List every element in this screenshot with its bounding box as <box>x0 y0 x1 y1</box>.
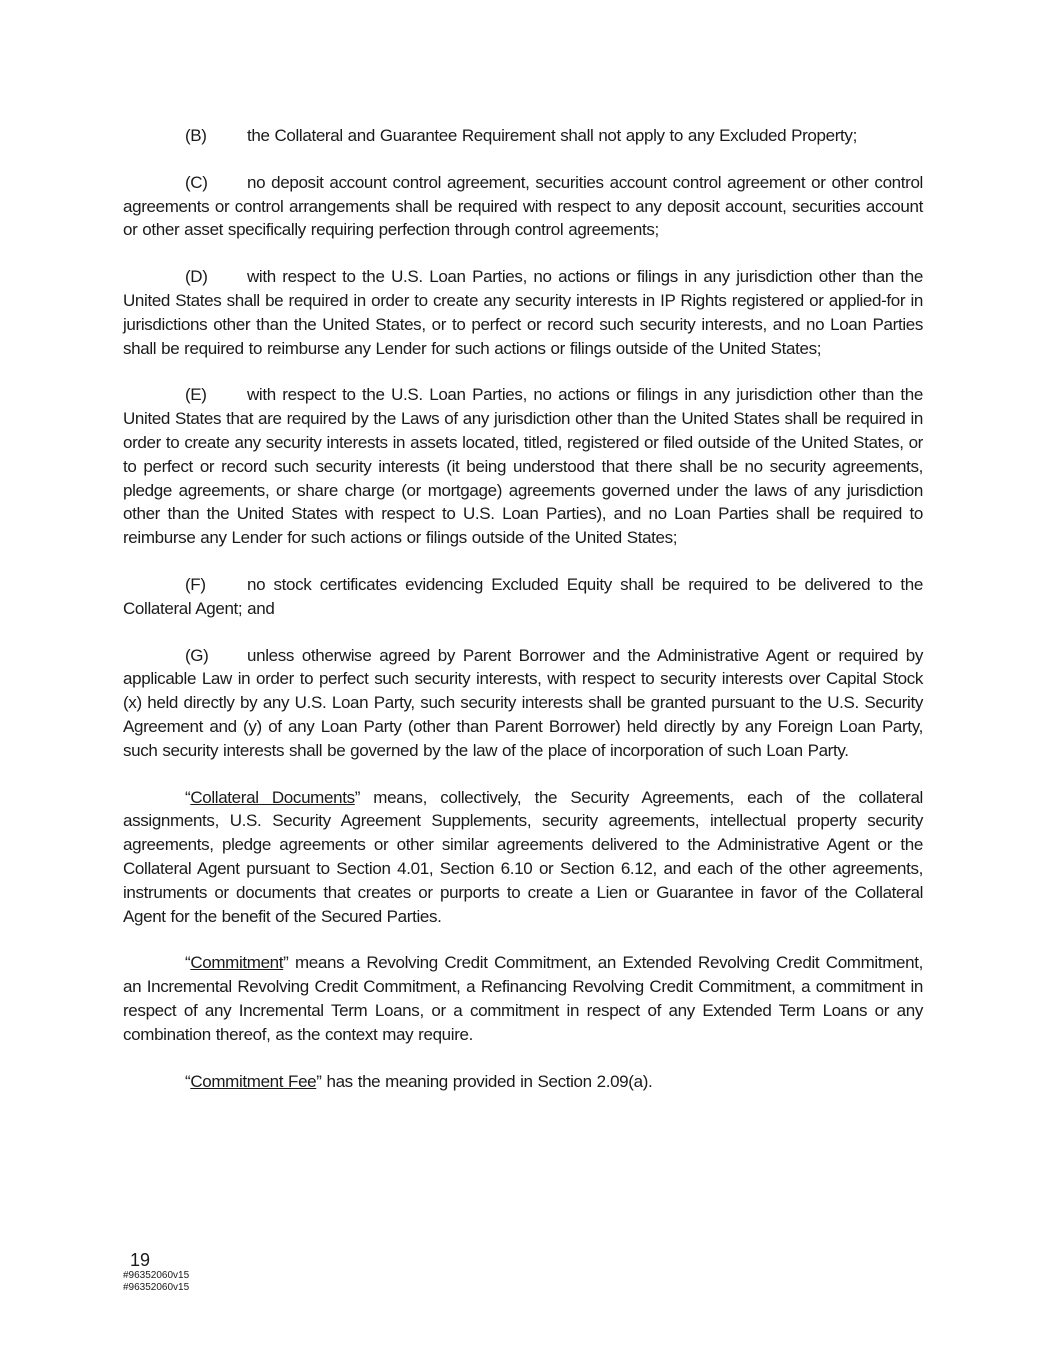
clause-label: (C) <box>185 172 208 192</box>
close-quote: ” <box>316 1071 322 1091</box>
clause-text: no stock certificates evidencing Excluded Equity shall be required to be delivered to the Collateral Agent; and <box>123 574 923 618</box>
page-number: 19 <box>130 1250 151 1270</box>
open-quote: “ <box>185 1071 191 1091</box>
close-quote: ” <box>354 787 361 807</box>
definition-commitment-fee <box>123 1070 923 1094</box>
open-quote: “ <box>185 953 191 973</box>
clause-text: with respect to the U.S. Loan Parties, no actions or filings in any jurisdiction other than the United States that are required by the Laws of any jurisdiction other than the United States shall be required in order to create any security interests in assets located, titled, registered or filed outside of the United States, or to perfect or record such security interests (it being understood that there shall be no security agreements, pledge agreements, or share charge (or mortgage) agreements governed under the laws of any jurisdiction other than the United States with respect to U.S. Loan Parties), and no Loan Parties shall be required to reimburse any Lender for such actions or filings outside of the United States; <box>123 385 923 548</box>
clause-b <box>123 124 923 148</box>
definition-text: has the meaning provided in Section 2.09(a). <box>321 1071 653 1091</box>
clause-f <box>123 573 923 621</box>
defined-term: Collateral Documents <box>190 787 355 807</box>
document-page <box>123 124 923 1116</box>
definition-collateral-documents <box>123 786 923 929</box>
defined-term: Commitment Fee <box>190 1071 317 1091</box>
clause-c <box>123 171 923 242</box>
clause-label: (F) <box>185 574 206 594</box>
clause-label: (E) <box>185 385 207 405</box>
clause-text: no deposit account control agreement, securities account control agreement or other control agreements or control arrangements shall be required with respect to any deposit account, securities account or other asset specifically requiring perfection through control agreements; <box>123 172 923 240</box>
clause-g <box>123 644 923 763</box>
open-quote: “ <box>185 787 191 807</box>
document-id: #96352060v15 <box>123 1282 190 1293</box>
clause-label: (D) <box>185 267 208 287</box>
close-quote: ” <box>283 953 289 973</box>
clause-text: the Collateral and Guarantee Requirement shall not apply to any Excluded Property; <box>247 126 857 145</box>
document-id: #96352060v15 <box>123 1270 190 1281</box>
defined-term: Commitment <box>190 953 284 973</box>
definition-text: means, collectively, the Security Agreements, each of the collateral assignments, U.S. Security Agreement Supplements, security agreements, intellectual property security agreements, pledge agreements or other similar agreements delivered to the Administrative Agent or the Collateral Agent pursuant to Section 4.01, Section 6.10 or Section 6.12, and each of the other agreements, instruments or documents that creates or purports to create a Lien or Guarantee in favor of the Collateral Agent for the benefit of the Secured Parties. <box>123 787 923 926</box>
clause-label: (B) <box>185 126 207 145</box>
clause-label: (G) <box>185 645 209 665</box>
clause-text: unless otherwise agreed by Parent Borrower and the Administrative Agent or required by applicable Law in order to perfect such security interests, with respect to security interests over Capital Stock (x) held directly by any U.S. Loan Party, such security interests shall be granted pursuant to the U.S. Security Agreement and (y) of any Loan Party (other than Parent Borrower) held directly by any Foreign Loan Party, such security interests shall be governed by the law of the place of incorporation of such Loan Party. <box>123 645 923 760</box>
clause-e <box>123 383 923 550</box>
clause-d <box>123 265 923 360</box>
page-footer <box>123 1250 189 1294</box>
definition-commitment <box>123 951 923 1046</box>
clause-text: with respect to the U.S. Loan Parties, no actions or filings in any jurisdiction other than the United States shall be required in order to create any security interests in IP Rights registered or applied-for in jurisdictions other than the United States, or to perfect or record such security interests, and no Loan Parties shall be required to reimburse any Lender for such actions or filings outside of the United States; <box>123 267 923 358</box>
definition-text: means a Revolving Credit Commitment, an Extended Revolving Credit Commitment, an Incremental Revolving Credit Commitment, a Refinancing Revolving Credit Commitment, a commitment in respect of any Incremental Term Loans, or a commitment in respect of any Extended Term Loans or any combination thereof, as the context may require. <box>123 953 923 1044</box>
